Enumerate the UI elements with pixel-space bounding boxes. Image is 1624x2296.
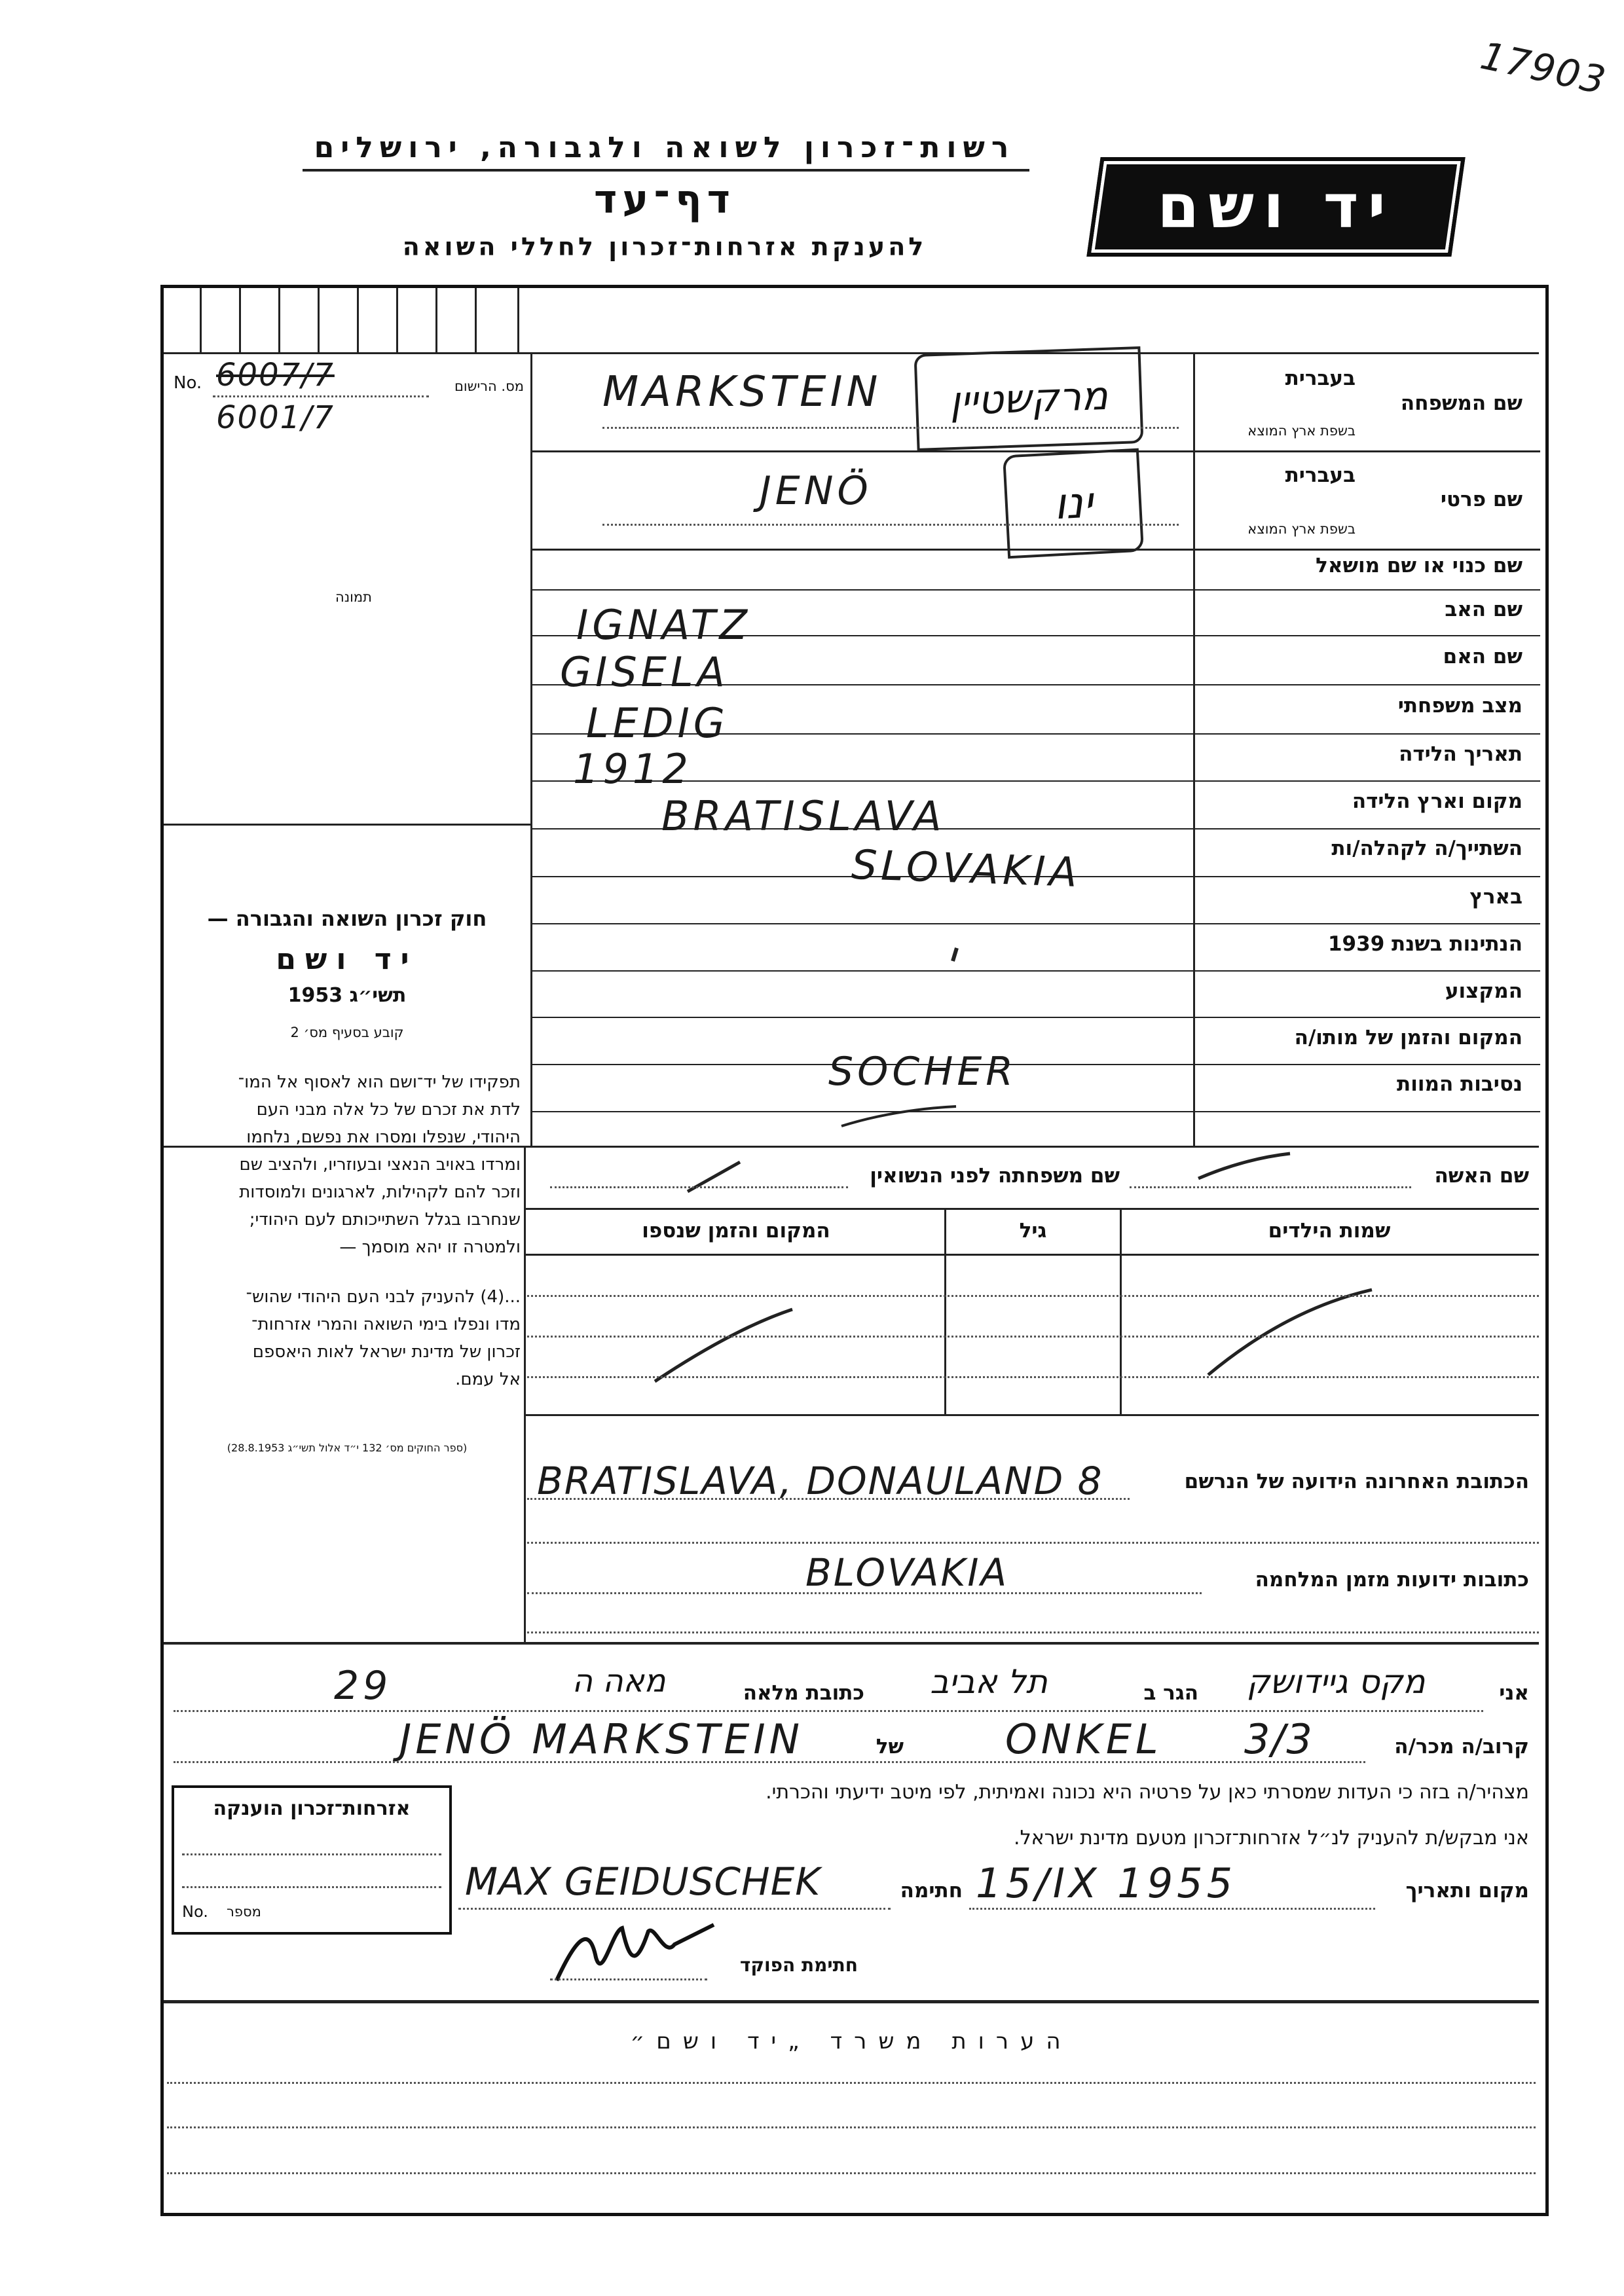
registry-number-label: מס. הרישום xyxy=(454,378,524,394)
house-number: 29 xyxy=(334,1663,392,1709)
date-value: 15/IX 1955 xyxy=(976,1859,1237,1907)
label-marital: מצב משפחתי xyxy=(1397,694,1522,718)
label-death-circumstances: נסיבות המוות xyxy=(1397,1072,1522,1096)
label-children-names: שמות הילדים xyxy=(1268,1219,1391,1243)
mother-name: GISELA xyxy=(560,648,729,696)
label-place-date: מקום ותאריך xyxy=(1405,1879,1529,1903)
label-signature: חתימה xyxy=(900,1879,963,1903)
grant-box-number-label: מספר xyxy=(227,1904,261,1920)
photo-label: תמונה xyxy=(335,589,372,605)
label-of: של xyxy=(876,1735,904,1758)
label-firstname-hebrew: בעברית xyxy=(1285,464,1356,487)
declarant-signature: MAX GEIDUSCHEK xyxy=(465,1859,821,1904)
label-war-addresses: כתובות ידועות מזמן המלחמה xyxy=(1255,1568,1529,1592)
corner-file-number: 17903 xyxy=(1477,33,1611,103)
declaration-request: אני מבקש/ת להעניק לנ״ל אזרחות־זכרון מטעם מדינת ישראל. xyxy=(1014,1827,1529,1850)
registry-no-struck: 6007/7 xyxy=(216,357,335,393)
label-country: בארץ xyxy=(1469,885,1522,909)
authority-header: רשות־זכרון לשואה ולגבורה, ירושלים xyxy=(314,131,1016,164)
label-nickname: שם כנוי או שם מושאל xyxy=(1316,554,1522,577)
birth-date: 1912 xyxy=(573,745,692,793)
form-title: דף־עד xyxy=(594,177,735,223)
firstname-latin: JENÖ xyxy=(760,468,872,514)
yad-vashem-logo: יד ושם xyxy=(1086,157,1465,257)
law-paragraph-1: תפקידו של יד־ושם הוא לאסוף אל המו־ לדת את זכרם של כל אלה מבני העם היהודי, שנפלו ומסרו את נפשם, נלחמו ומרדו באויב הנאצי ובעוזריו, ולהציב שם וזכר להם לקהילות, לארגונים ולמוסדות שנחרבו בגלל השתייכותם לעם היהודי; ולמטרה זו יהא מוסמך — xyxy=(238,1072,521,1257)
law-year: תשי״ג 1953 xyxy=(287,984,407,1007)
surname-latin: MARKSTEIN xyxy=(602,368,882,416)
label-last-address: הכתובת האחרונה הידועה של הנרשם xyxy=(1184,1470,1529,1493)
declaration-statement: מצהיר/ה בזה כי העדות שמסרתי כאן על פרטיה היא נכונה ואמיתית, לפי מיטב ידיעתי והכרתי. xyxy=(766,1781,1529,1804)
form-subtitle: להענקת אזרחות־זכרון לחללי השואה xyxy=(402,232,927,261)
label-residing: הגר ב xyxy=(1143,1681,1198,1705)
law-name: יד ושם xyxy=(276,943,418,976)
label-father: שם האב xyxy=(1445,598,1522,621)
label-surname-origin: בשפת ארץ המוצא xyxy=(1247,423,1356,439)
label-profession: המקצוע xyxy=(1445,979,1522,1003)
label-wife: שם האשה xyxy=(1434,1164,1529,1188)
label-mother: שם האם xyxy=(1443,645,1522,668)
label-relative: קרוב/ה מכר/ה xyxy=(1394,1735,1529,1758)
label-birth-date: תאריך הלידה xyxy=(1399,742,1522,766)
grant-box xyxy=(172,1785,452,1935)
relation: ONKEL xyxy=(1005,1715,1162,1763)
registry-no-value: 6001/7 xyxy=(216,399,335,436)
grant-box-title: אזרחות־זכרון הוענקה xyxy=(213,1797,411,1820)
label-community: השתייך/ה לקהלה/ות xyxy=(1331,837,1522,860)
office-notes-title: הערות משרד „יד ושם״ xyxy=(630,2028,1073,2054)
country-name: SLOVAKIA xyxy=(850,840,1082,897)
label-firstname: שם פרטי xyxy=(1440,488,1522,511)
law-title: חוק זכרון השואה והגבורה — xyxy=(207,906,487,931)
label-death-place-time: המקום והזמן של מותו/ה xyxy=(1294,1026,1522,1049)
relation-number: 3/3 xyxy=(1244,1715,1314,1763)
deceased-name: JENÖ MARKSTEIN xyxy=(399,1715,804,1763)
city-hebrew: תל אביב xyxy=(930,1663,1048,1701)
father-name: IGNATZ xyxy=(576,601,751,649)
street-hebrew: מאה ה xyxy=(572,1663,666,1700)
label-surname: שם המשפחה xyxy=(1400,392,1522,415)
label-firstname-origin: בשפת ארץ המוצא xyxy=(1247,521,1356,537)
surname-hebrew-box: מרקשטיין xyxy=(914,346,1144,451)
last-address: BRATISLAVA, DONAULAND 8 xyxy=(537,1459,1103,1503)
marital-status: LEDIG xyxy=(586,699,729,747)
law-section: קובע בסעיף מס׳ 2 xyxy=(290,1025,404,1040)
declarant-hebrew: מקס גיידושק xyxy=(1246,1663,1426,1701)
label-perished: המקום והזמן שנספו xyxy=(642,1219,830,1243)
label-citizenship: הנתינות בשנת 1939 xyxy=(1327,932,1522,956)
label-surname-hebrew: בעברית xyxy=(1285,367,1356,390)
law-paragraph-2: ...(4) להעניק לבני העם היהודי שהוש־ מדו ונפלו בימי השואה והמרי אזרחות־ זכרון של מדינת ישראל לאות היאספם אל עמם. xyxy=(246,1287,521,1389)
profession-value: SOCHER xyxy=(828,1049,1017,1095)
birth-place: BRATISLAVA xyxy=(661,792,946,840)
law-citation: (ספר החוקים מס׳ 132 י״ד אלול תשי״ג 28.8.1953) xyxy=(227,1442,468,1454)
registry-no-label: No. xyxy=(174,373,202,393)
firstname-hebrew-box: ינו xyxy=(1003,448,1144,559)
label-maiden-name: שם משפחתה לפני הנשואין xyxy=(870,1164,1120,1188)
label-age: גיל xyxy=(1019,1219,1047,1243)
label-full-address: כתובת מלאה xyxy=(743,1681,864,1705)
war-addresses: BLOVAKIA xyxy=(805,1550,1009,1595)
label-i: אני xyxy=(1499,1681,1529,1705)
label-officer-signature: חתימת הפוקד xyxy=(739,1954,858,1976)
label-birth-place: מקום וארץ הלידה xyxy=(1352,790,1522,813)
grant-box-no-label: No. xyxy=(182,1903,208,1921)
